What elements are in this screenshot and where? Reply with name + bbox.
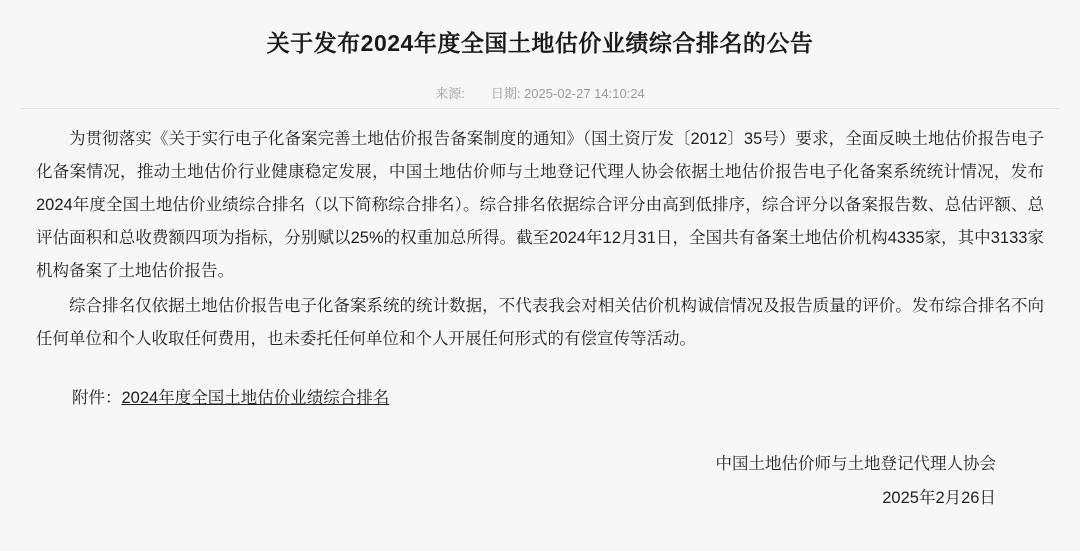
paragraph-1: 为贯彻落实《关于实行电子化备案完善土地估价报告备案制度的通知》（国土资厅发〔2012〕35号）要求，全面反映土地估价报告电子化备案情况，推动土地估价行业健康稳定发展，中国土地估价师与土地登记代理人协会依据土地估价报告电子化备案系统统计情况，发布2024年度全国土地估价业绩综合排名（以下简称综合排名）。综合排名依据综合评分由高到低排序，综合评分以备案报告数、总估评额、总评估面积和总收费额四项为指标，分别赋以25%的权重加总所得。截至2024年12月31日，全国共有备案土地估价机构4335家，其中3133家机构备案了土地估价报告。 (36, 130, 1044, 281)
page-title: 关于发布2024年度全国土地估价业绩综合排名的公告 (266, 30, 814, 56)
signature-organization: 中国土地估价师与土地登记代理人协会 (715, 455, 996, 474)
source-label: 来源: (435, 86, 465, 102)
document-meta-bar (20, 59, 1060, 109)
paragraph-2: 综合排名仅依据土地估价报告电子化备案系统的统计数据，不代表我会对相关估价机构诚信情况及报告质量的评价。发布综合排名不向任何单位和个人收取任何费用，也未委托任何单位和个人开展任何形式的有偿宣传等活动。 (36, 297, 1044, 349)
signature-date: 2025年2月26日 (882, 488, 996, 507)
attachment-link[interactable]: 2024年度全国土地估价业绩综合排名 (121, 389, 390, 408)
date-label: 日期: 2025-02-27 14:10:24 (490, 86, 645, 102)
signature-block (36, 449, 1044, 514)
attachment-row (36, 382, 1044, 415)
attachment-label: 附件： (72, 389, 122, 408)
document-body (0, 109, 1080, 514)
